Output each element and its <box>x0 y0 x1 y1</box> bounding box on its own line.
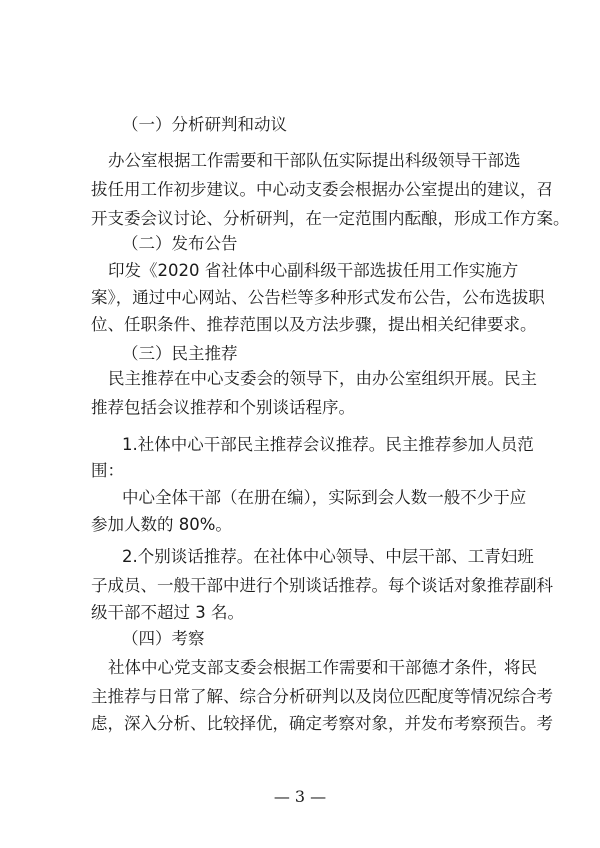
paragraph-line: 民主推荐在中心支委会的领导下，由办公室组织开展。民主 <box>108 369 537 388</box>
section-heading: （二）发布公告 <box>122 234 238 253</box>
paragraph-line: 虑，深入分析、比较择优，确定考察对象，并发布考察预告。考 <box>91 714 553 733</box>
list-item-line: 子成员、一般干部中进行个别谈话推荐。每个谈话对象推荐副科 <box>91 576 553 595</box>
paragraph-line: 主推荐与日常了解、综合分析研判以及岗位匹配度等情况综合考 <box>91 687 553 706</box>
paragraph-line: 开支委会议讨论、分析研判，在一定范围内酝酿，形成工作方案。 <box>91 209 570 228</box>
page-number: — 3 — <box>273 787 327 806</box>
section-heading: （一）分析研判和动议 <box>122 115 287 134</box>
list-item-line: 2.个别谈话推荐。在社体中心领导、中层干部、工青妇班 <box>122 547 534 566</box>
list-item-detail: 参加人数的 80%。 <box>91 515 232 534</box>
paragraph-line: 拔任用工作初步建议。中心动支委会根据办公室提出的建议，召 <box>91 180 553 199</box>
list-item-detail: 中心全体干部（在册在编），实际到会人数一般不少于应 <box>122 488 527 507</box>
paragraph-line: 办公室根据工作需要和干部队伍实际提出科级领导干部选 <box>108 151 521 170</box>
paragraph-line: 位、任职条件、推荐范围以及方法步骤，提出相关纪律要求。 <box>91 315 537 334</box>
paragraph-line: 案》，通过中心网站、公告栏等多种形式发布公告，公布选拔职 <box>91 288 545 307</box>
list-item-line: 围： <box>91 461 124 480</box>
list-item-line: 级干部不超过 3 名。 <box>91 603 244 622</box>
paragraph-line: 推荐包括会议推荐和个别谈话程序。 <box>91 398 355 417</box>
paragraph-line: 印发《2020 省社体中心副科级干部选拔任用工作实施方 <box>108 261 519 280</box>
section-heading: （三）民主推荐 <box>122 344 238 363</box>
list-item-line: 1.社体中心干部民主推荐会议推荐。民主推荐参加人员范 <box>122 435 534 454</box>
section-heading: （四）考察 <box>122 629 205 648</box>
paragraph-line: 社体中心党支部支委会根据工作需要和干部德才条件，将民 <box>108 658 537 677</box>
